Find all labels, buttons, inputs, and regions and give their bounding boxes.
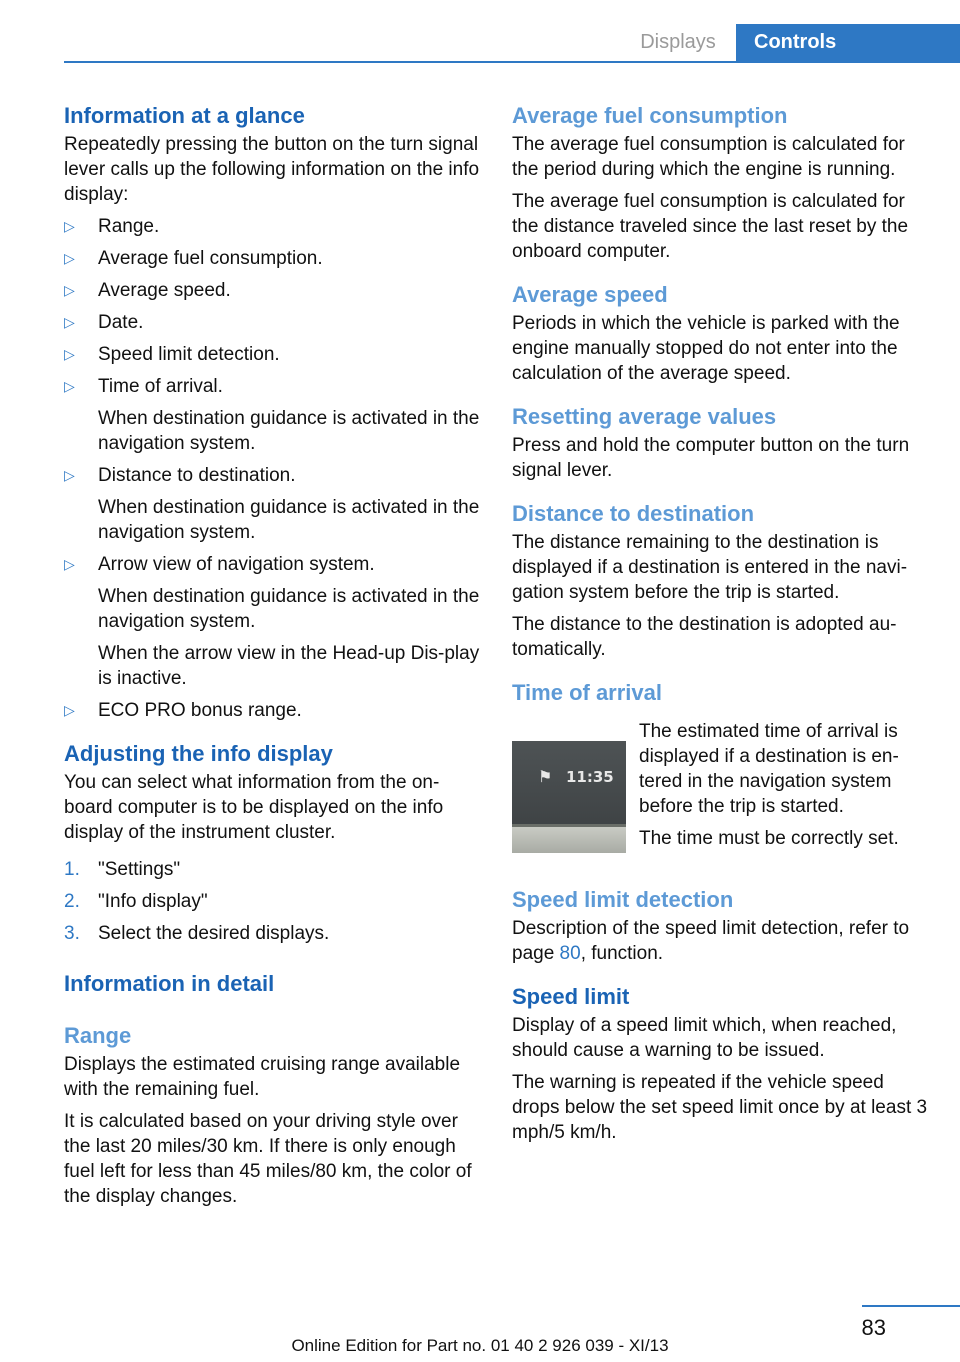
arrival-text-1: The estimated time of arrival is displayed if a destination is en-tered in the navigation system before the trip is started. xyxy=(639,721,899,817)
avg-fuel-text-1: The average fuel consumption is calculated for the period during which the engine is running. xyxy=(512,134,905,180)
arrival-text xyxy=(639,719,934,858)
step-text: Select the desired displays. xyxy=(98,923,330,944)
range-text-1: Displays the estimated cruising range available with the remaining fuel. xyxy=(64,1054,461,1100)
speed-detection-pre: Description of the speed limit detection, refer to page xyxy=(512,918,910,964)
arrival-text-2: The time must be correctly set. xyxy=(639,828,899,849)
detail-heading: Information in detail xyxy=(64,971,275,996)
glance-item-text: Average fuel consumption. xyxy=(98,248,323,269)
distance-heading: Distance to destination xyxy=(512,501,755,526)
triangle-bullet-icon: ▷ xyxy=(64,282,75,298)
glance-item-text: ECO PRO bonus range. xyxy=(98,700,302,721)
range-heading: Range xyxy=(64,1023,132,1048)
arrival-heading: Time of arrival xyxy=(512,680,662,705)
glance-intro: Repeatedly pressing the button on the turn signal lever calls up the following information on the info display: xyxy=(64,134,480,205)
triangle-bullet-icon: ▷ xyxy=(64,556,75,572)
page-header xyxy=(0,24,960,62)
step-number: 1. xyxy=(64,859,80,880)
footer-rule xyxy=(862,1305,960,1307)
glance-item-note: When destination guidance is activated in the navigation system. xyxy=(98,497,480,543)
speed-detection-text xyxy=(512,916,934,966)
speed-limit-text-2: The warning is repeated if the vehicle speed drops below the set speed limit once by at least 3 mph/5 km/h. xyxy=(512,1072,928,1143)
section-tab-displays[interactable]: Displays xyxy=(640,31,716,53)
glance-item-text: Range. xyxy=(98,216,160,237)
glance-item-text: Arrow view of navigation system. xyxy=(98,554,375,575)
glance-list xyxy=(64,214,482,723)
range-text-2: It is calculated based on your driving style over the last 20 miles/30 km. If there is only enough fuel left for less than 45 miles/80 km, the color of the display changes. xyxy=(64,1111,472,1207)
glance-item-text: Average speed. xyxy=(98,280,231,301)
glance-item-note: When destination guidance is activated in the navigation system. xyxy=(98,408,480,454)
step-number: 3. xyxy=(64,923,80,944)
section-tab-controls[interactable]: Controls xyxy=(736,24,960,63)
adjust-heading: Adjusting the info display xyxy=(64,741,333,766)
glance-item-text: Time of arrival. xyxy=(98,376,223,397)
glance-list-item xyxy=(64,246,482,271)
speed-detection-post: , function. xyxy=(580,943,664,964)
right-column xyxy=(512,102,934,1145)
arrival-image-time: 11:35 xyxy=(566,768,614,786)
avg-fuel-text-2: The average fuel consumption is calculated for the distance traveled since the last reset by the onboard computer. xyxy=(512,191,909,262)
glance-list-item xyxy=(64,278,482,303)
distance-text-1: The distance remaining to the destination is displayed if a destination is entered in the navi-gation system before the trip is started. xyxy=(512,532,908,603)
glance-list-item xyxy=(64,552,482,691)
steps-list xyxy=(64,857,482,946)
avg-speed-text: Periods in which the vehicle is parked with the engine manually stopped do not enter into the calculation of the average speed. xyxy=(512,313,900,384)
glance-item-text: Date. xyxy=(98,312,144,333)
step-text: "Settings" xyxy=(98,859,181,880)
image-bottom-bar xyxy=(512,827,626,853)
speed-detection-heading: Speed limit detection xyxy=(512,887,734,912)
page-ref-link[interactable]: 80 xyxy=(559,943,581,964)
triangle-bullet-icon: ▷ xyxy=(64,346,75,362)
glance-item-text: Distance to destination. xyxy=(98,465,296,486)
step-number: 2. xyxy=(64,891,80,912)
left-column xyxy=(64,102,482,1209)
triangle-bullet-icon: ▷ xyxy=(64,218,75,234)
glance-list-item xyxy=(64,214,482,239)
speed-limit-heading: Speed limit xyxy=(512,984,630,1009)
adjust-text: You can select what information from the on-board computer is to be displayed on the info display of the instrument cluster. xyxy=(64,772,444,843)
triangle-bullet-icon: ▷ xyxy=(64,467,75,483)
glance-item-note: When destination guidance is activated in the navigation system. xyxy=(98,586,480,632)
step-item xyxy=(64,921,482,946)
glance-list-item xyxy=(64,374,482,456)
glance-list-item xyxy=(64,310,482,335)
arrival-block xyxy=(512,711,934,869)
arrival-display-image xyxy=(512,741,626,853)
page-number: 83 xyxy=(861,1315,886,1340)
avg-fuel-heading: Average fuel consumption xyxy=(512,103,788,128)
avg-speed-heading: Average speed xyxy=(512,282,668,307)
header-rule xyxy=(64,61,960,63)
glance-item-note: When the arrow view in the Head-up Dis-play is inactive. xyxy=(98,643,480,689)
edition-note: Online Edition for Part no. 01 40 2 926 039 - XI/13 xyxy=(291,1336,669,1355)
step-text: "Info display" xyxy=(98,891,208,912)
triangle-bullet-icon: ▷ xyxy=(64,378,75,394)
triangle-bullet-icon: ▷ xyxy=(64,702,75,718)
distance-text-2: The distance to the destination is adopted au-tomatically. xyxy=(512,614,897,660)
glance-list-item xyxy=(64,463,482,545)
reset-heading: Resetting average values xyxy=(512,404,777,429)
glance-list-item xyxy=(64,342,482,367)
glance-item-text: Speed limit detection. xyxy=(98,344,280,365)
destination-flag-icon: ⚑ xyxy=(538,769,553,786)
speed-limit-text-1: Display of a speed limit which, when reached, should cause a warning to be issued. xyxy=(512,1015,897,1061)
glance-heading: Information at a glance xyxy=(64,103,305,128)
reset-text: Press and hold the computer button on the turn signal lever. xyxy=(512,435,910,481)
triangle-bullet-icon: ▷ xyxy=(64,314,75,330)
step-item xyxy=(64,857,482,882)
step-item xyxy=(64,889,482,914)
triangle-bullet-icon: ▷ xyxy=(64,250,75,266)
glance-list-item xyxy=(64,698,482,723)
